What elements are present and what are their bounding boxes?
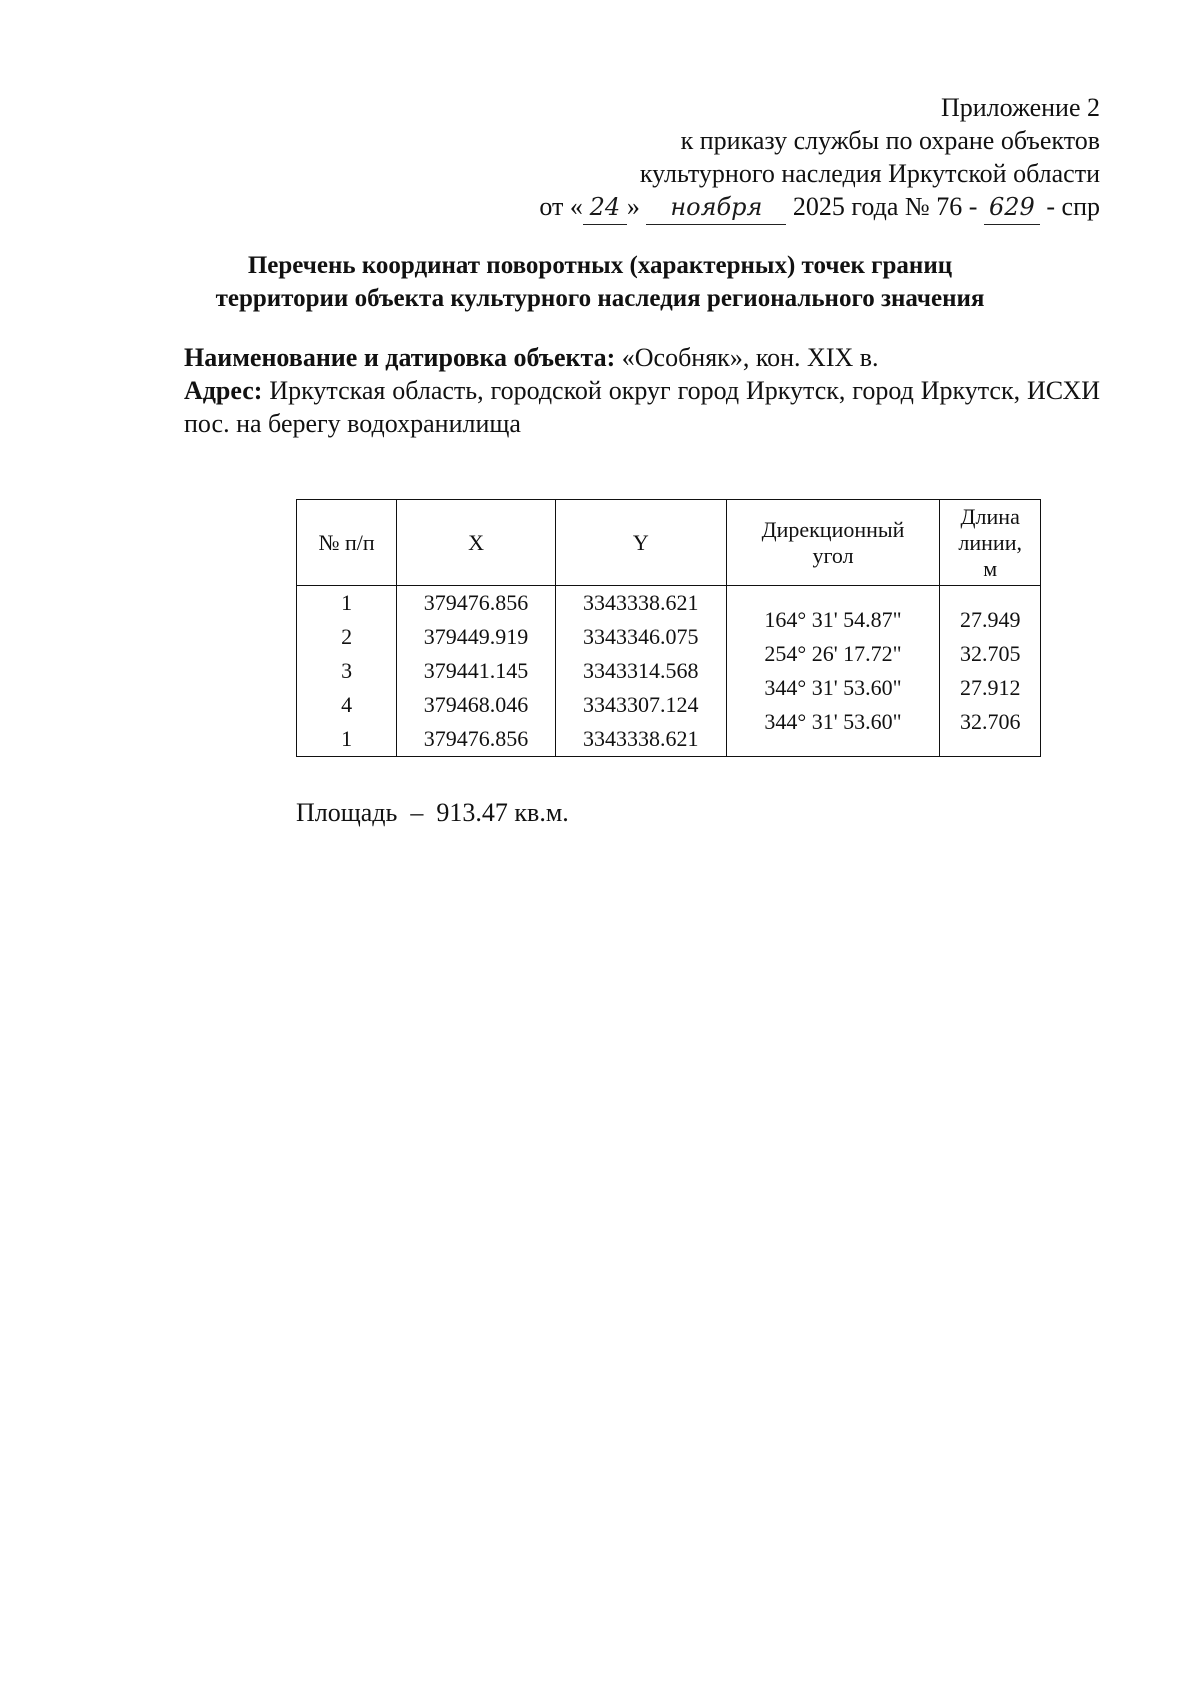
document-title <box>100 249 1100 315</box>
cell-number: 1 <box>341 726 353 751</box>
cell-number: 4 <box>341 692 353 717</box>
appendix-date-line <box>539 190 1100 225</box>
cell-angle: 164° 31' 54.87" <box>764 607 902 632</box>
area-label: Площадь <box>296 798 398 827</box>
header-number: № п/п <box>297 500 397 586</box>
cell-angle: 254° 26' 17.72" <box>764 641 902 666</box>
cell-length: 32.706 <box>959 709 1021 734</box>
cell-number: 1 <box>341 590 353 615</box>
cell-length: 27.949 <box>959 607 1021 632</box>
header-length: Длина линии, м <box>940 500 1041 586</box>
column-x <box>397 586 556 757</box>
object-name-label: Наименование и датировка объекта: <box>184 343 616 372</box>
appendix-title: Приложение 2 <box>940 93 1100 122</box>
header-y: Y <box>555 500 726 586</box>
date-prefix: от « <box>539 192 583 221</box>
title-line-1: Перечень координат поворотных (характерных) точек границ <box>247 252 953 279</box>
object-address-line <box>184 374 1100 440</box>
table-row <box>297 586 1041 757</box>
cell-angle: 344° 31' 53.60" <box>764 709 902 734</box>
date-mid: » <box>626 192 640 221</box>
appendix-order-ref: к приказу службы по охране объектов <box>680 126 1100 155</box>
cell-y: 3343307.124 <box>583 692 699 717</box>
header-x: X <box>397 500 556 586</box>
cell-length: 27.912 <box>959 675 1021 700</box>
cell-y: 3343314.568 <box>583 658 699 683</box>
cell-x: 379449.919 <box>423 624 529 649</box>
area-value: 913.47 кв.м. <box>436 798 569 827</box>
coordinates-table <box>296 499 1041 757</box>
order-suffix: - спр <box>1046 192 1100 221</box>
handwritten-day: 24 <box>583 191 627 225</box>
object-info <box>184 341 1100 440</box>
cell-length: 32.705 <box>959 641 1021 666</box>
area-line <box>296 796 569 829</box>
cell-x: 379476.856 <box>423 590 529 615</box>
object-address-label: Адрес: <box>184 376 263 405</box>
appendix-header <box>539 91 1100 225</box>
cell-x: 379476.856 <box>423 726 529 751</box>
column-y <box>555 586 726 757</box>
header-angle: Дирекционный угол <box>726 500 940 586</box>
date-year: 2025 года № 76 - <box>792 192 978 221</box>
cell-number: 2 <box>341 624 353 649</box>
table-header-row <box>297 500 1041 586</box>
cell-y: 3343338.621 <box>583 590 699 615</box>
object-name-value: «Особняк», кон. XIX в. <box>621 343 879 372</box>
cell-y: 3343338.621 <box>583 726 699 751</box>
handwritten-order-number: 629 <box>984 191 1040 225</box>
cell-angle: 344° 31' 53.60" <box>764 675 902 700</box>
object-address-value: Иркутская область, городской округ город Иркутск, город Иркутск, ИСХИ пос. на берегу водохранилища <box>184 376 1101 438</box>
cell-x: 379468.046 <box>423 692 529 717</box>
column-length <box>940 586 1041 757</box>
column-angle <box>726 586 940 757</box>
title-line-2: территории объекта культурного наследия регионального значения <box>215 285 985 312</box>
column-numbers <box>297 586 397 757</box>
appendix-authority: культурного наследия Иркутской области <box>639 159 1100 188</box>
area-dash: – <box>410 798 424 827</box>
object-name-line <box>184 341 1100 374</box>
cell-number: 3 <box>341 658 353 683</box>
cell-y: 3343346.075 <box>583 624 699 649</box>
cell-x: 379441.145 <box>423 658 529 683</box>
handwritten-month: ноября <box>646 191 786 225</box>
